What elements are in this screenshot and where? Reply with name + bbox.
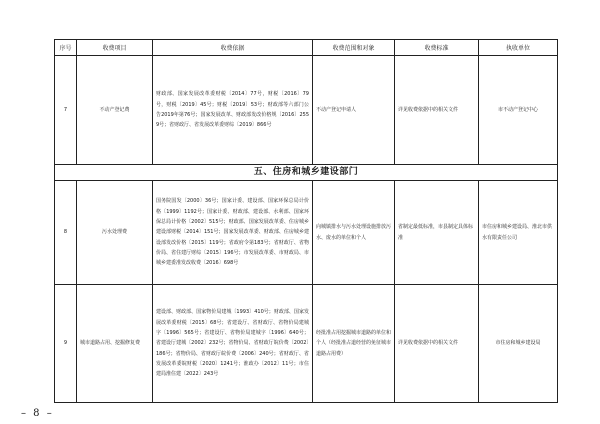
row-no: 7 <box>55 56 77 165</box>
header-unit: 执收单位 <box>479 40 558 56</box>
row-basis: 建设部、财政部、国家物价局建城〔1993〕410号；财政部、国家发展改革委财税〔2015〕68号；省建设厅、省财政厅、省物价局建城字〔1996〕565号；省建设厅、省物价局建城字〔1996〕640号；省建设厅建城〔2002〕232号；省物价局、省财政厅皖价费〔2002〕186号；省物价局、省财政厅皖价费〔2006〕240号；省财政厅、省发展改革委皖财税〔2020〕1241号；淮政办〔2012〕11号；市住建局淮住建〔2022〕243号 <box>153 285 313 403</box>
header-row <box>55 40 558 56</box>
table-row <box>55 285 558 403</box>
page-number: – 8 – <box>21 408 54 419</box>
row-standard: 详见收费依据中的相关文件 <box>395 56 479 165</box>
row-item: 污水处理费 <box>77 181 153 285</box>
row-no: 8 <box>55 181 77 285</box>
row-standard: 详见收费依据中的相关文件 <box>395 285 479 403</box>
fee-table <box>54 39 558 403</box>
table-row <box>55 56 558 165</box>
row-basis: 国务院国发〔2000〕36号；国家计委、建设部、国家环保总局计价格〔1999〕1192号；国家计委、财政部、建设部、水利部、国家环保总局计价格〔2002〕515号；财政部、国家发展改革委、住房城乡建设部财税〔2014〕151号；国家发展改革委、财政部、住房城乡建设部发改价格〔2015〕119号；省政府令第183号；省财政厅、省物价局、省住建厅财综〔2015〕196号；市发展改革委、市财政局、市城乡建委准发改收费〔2016〕698号 <box>153 181 313 285</box>
row-unit: 市不动产登记中心 <box>479 56 558 165</box>
row-unit: 市住房和城乡建设局、淮北市供水有限责任公司 <box>479 181 558 285</box>
header-basis: 收费依据 <box>153 40 313 56</box>
row-standard: 省制定最低标准，市县制定具体标准 <box>395 181 479 285</box>
row-unit: 市住房和城乡建设局 <box>479 285 558 403</box>
section-title: 五、住房和城乡建设部门 <box>55 165 558 181</box>
row-item: 不动产登记费 <box>77 56 153 165</box>
section-row <box>55 165 558 181</box>
row-no: 9 <box>55 285 77 403</box>
row-scope: 不动产登记申请人 <box>313 56 395 165</box>
row-scope: 经批准占用挖掘城市道路的单位和个人（经批准占道经营的免征城市道路占用费） <box>313 285 395 403</box>
header-standard: 收费标准 <box>395 40 479 56</box>
header-no: 序号 <box>55 40 77 56</box>
header-scope: 收费范围和对象 <box>313 40 395 56</box>
row-scope: 向城镇排水与污水处理设施排放污水、废水的单位和个人 <box>313 181 395 285</box>
table-row <box>55 181 558 285</box>
row-basis: 财政部、国家发展改革委财税〔2014〕77号，财税〔2016〕79号，财税〔2019〕45号；财税〔2019〕53号；财政部等六部门公告2019年第76号；国家发展改革、财政部发改价格规〔2016〕2559号；省财政厅、省发展改革委财综〔2019〕866号 <box>153 56 313 165</box>
header-item: 收费项目 <box>77 40 153 56</box>
row-item: 城市道路占用、挖掘修复费 <box>77 285 153 403</box>
